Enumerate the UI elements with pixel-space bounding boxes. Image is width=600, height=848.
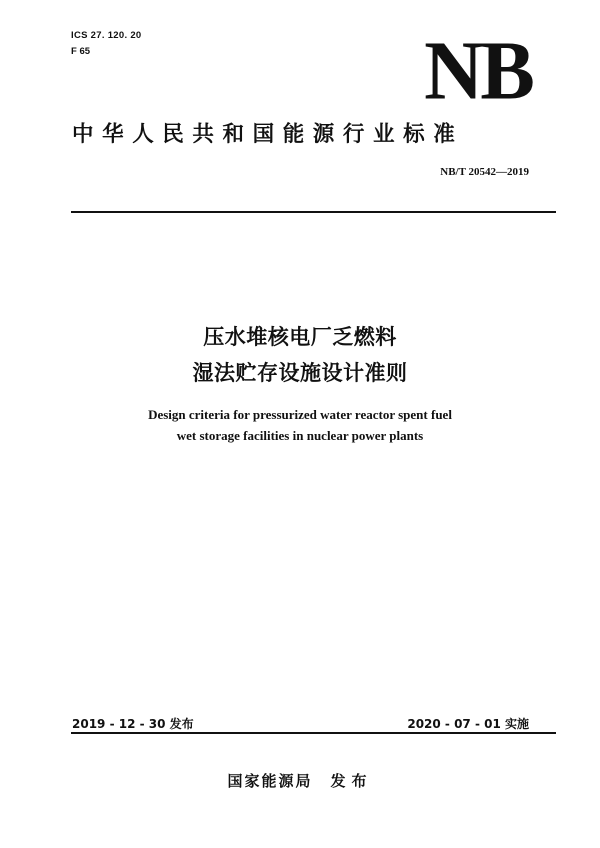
english-title-line-2: wet storage facilities in nuclear power plants <box>176 428 424 443</box>
issue-date: 2019 - 12 - 30 发布 <box>72 717 194 731</box>
publisher-line <box>0 770 600 791</box>
english-title-line-1: Design criteria for pressurized water reactor spent fuel <box>148 407 452 422</box>
nb-logo: NB <box>424 24 532 117</box>
standard-number: NB/T 20542—2019 <box>440 166 529 178</box>
chinese-title-line-2: 湿法贮存设施设计准则 <box>192 361 408 385</box>
standard-title: 中华人民共和国能源行业标准 <box>72 122 464 147</box>
top-divider <box>71 211 556 213</box>
publisher-name: 国家能源局 <box>227 772 313 790</box>
ccs-code: F 65 <box>71 46 91 57</box>
publish-action: 发布 <box>330 772 373 790</box>
implementation-date: 2020 - 07 - 01 实施 <box>407 717 529 731</box>
bottom-divider <box>71 732 556 734</box>
chinese-title-line-1: 压水堆核电厂乏燃料 <box>203 325 397 349</box>
ics-code: ICS 27. 120. 20 <box>71 30 142 41</box>
